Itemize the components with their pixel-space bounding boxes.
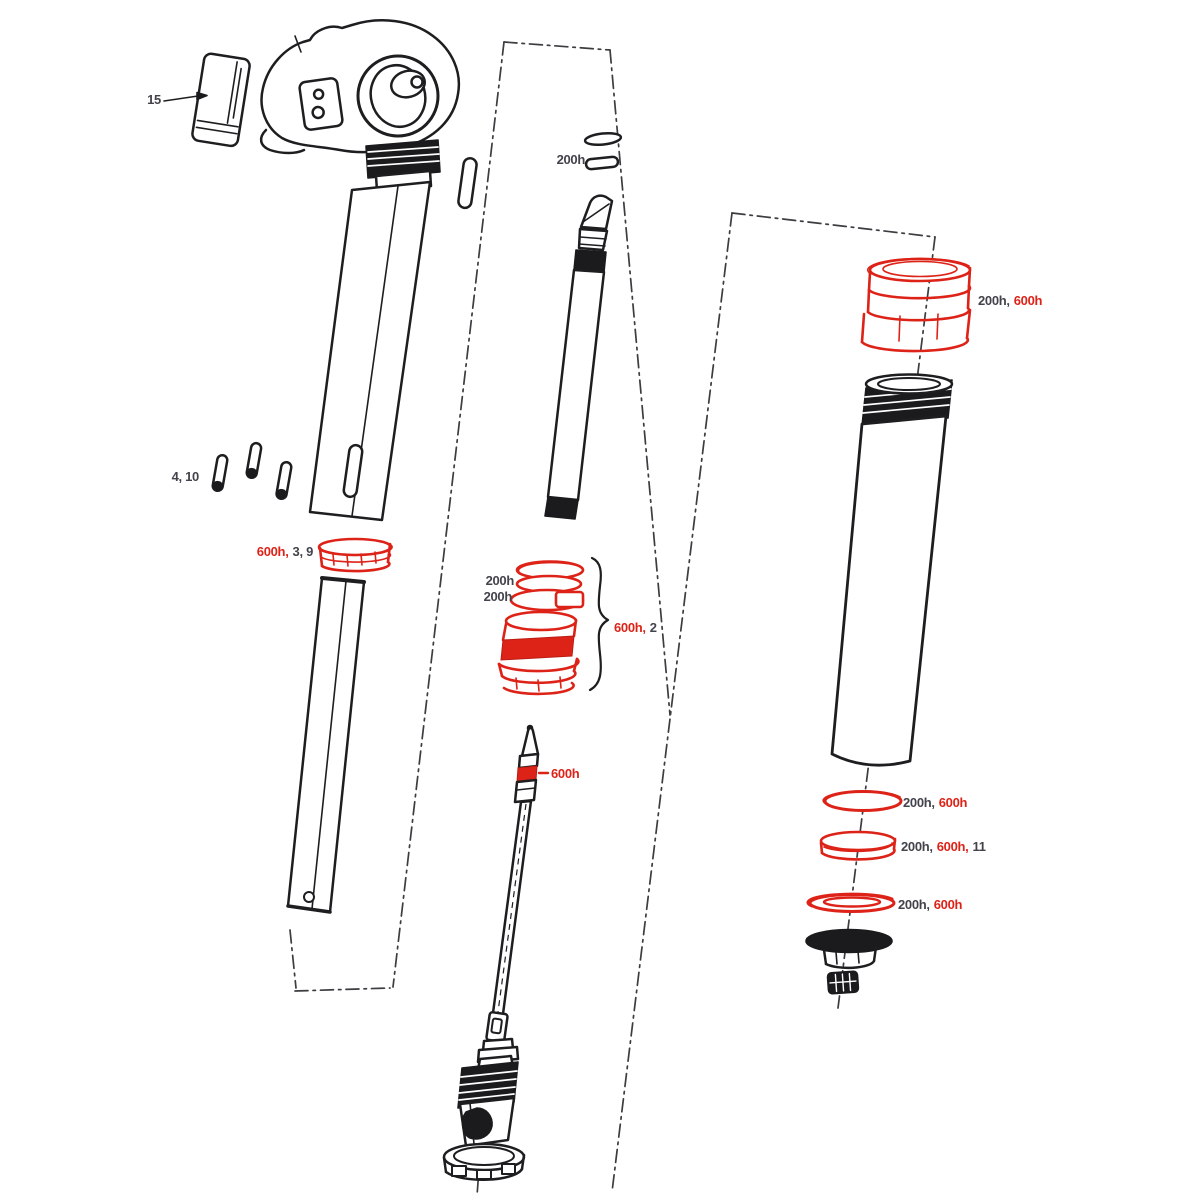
bottom-ring-part	[808, 894, 894, 911]
floating-ring-part	[823, 791, 901, 810]
seal-lower-label: 200h	[483, 589, 512, 604]
upper-post-tube-part	[310, 182, 430, 520]
seal-group-label: 600h, 2	[614, 620, 657, 635]
pins-label: 4, 10	[171, 469, 199, 484]
head-rear-slot	[458, 157, 478, 208]
inner-cartridge-tube-part	[545, 196, 612, 519]
top-seal-rings-part	[585, 132, 622, 170]
remote-mount-plate	[299, 78, 343, 131]
bottom-ring-label: 200h, 600h	[898, 897, 963, 912]
seatpost-head-part	[261, 20, 477, 208]
seal-upper-label: 200h	[485, 573, 514, 588]
floating-ring-label: 200h, 600h	[903, 795, 968, 810]
top-cap-part	[862, 259, 970, 352]
knurled-nut-part	[827, 971, 858, 994]
actuator-part	[458, 1056, 518, 1146]
rod-band-label: 600h	[551, 766, 580, 781]
top-seals-label: 200h	[556, 152, 585, 167]
castle-ring-part	[444, 1144, 524, 1180]
lower-post-tube-part	[288, 578, 364, 912]
piston-rod-part	[478, 726, 538, 1063]
pins-part	[212, 442, 292, 499]
piston-disc-part	[806, 930, 892, 968]
seal-collar-label: 600h, 3, 9	[256, 544, 313, 559]
seal-collar-part	[319, 539, 392, 571]
battery-part	[191, 53, 250, 147]
cartridge-body-part	[832, 375, 952, 766]
wear-ring-label: 200h, 600h, 11	[901, 839, 986, 854]
seal-group-brace	[590, 558, 608, 690]
battery-label: 15	[147, 92, 161, 107]
top-cap-label: 200h, 600h	[978, 293, 1043, 308]
